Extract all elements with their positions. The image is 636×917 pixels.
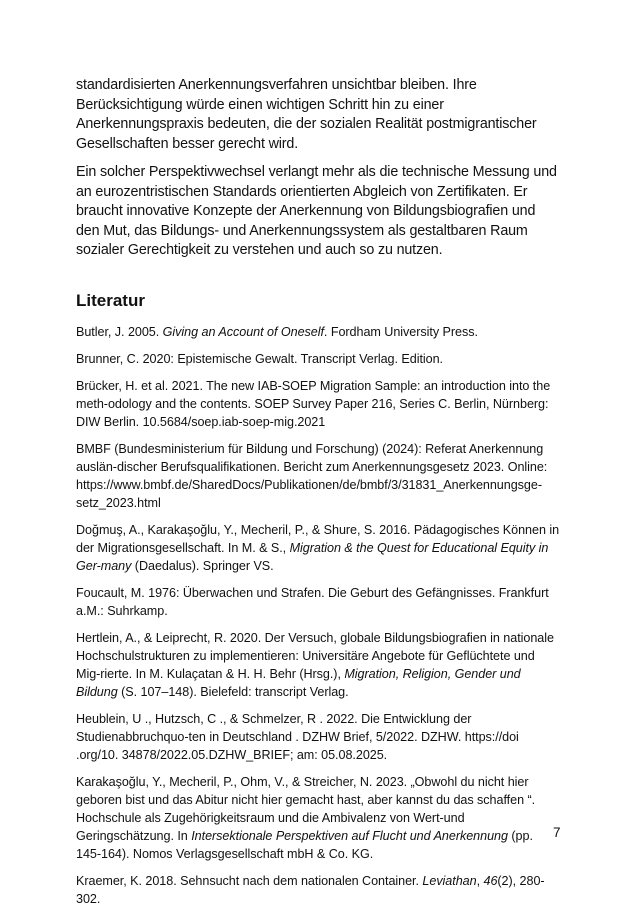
reference-entry: Heublein, U ., Hutzsch, C ., & Schmelzer, R . 2022. Die Entwicklung der Studienabbruchquo-ten in Deutschland . DZHW Brief, 5/2022. DZHW. https://doi .org/10. 34878/2022.05.DZHW_BRIEF; am: 05.08.2025. xyxy=(76,711,519,762)
reference-entry: Doğmuş, A., Karakaşoğlu, Y., Mecheril, P., & Shure, S. 2016. Pädagogisches Können in der Migrationsgesellschaft. In M. & S., Migration & the Quest for Educational Equity in Ger-many (Daedalus). Springer VS. xyxy=(76,522,560,573)
page-number: 7 xyxy=(553,825,561,840)
reference-entry: Kraemer, K. 2018. Sehnsucht nach dem nationalen Container. Leviathan, 46(2), 280-302. xyxy=(76,873,545,906)
reference-entry: Brücker, H. et al. 2021. The new IAB-SOEP Migration Sample: an introduction into the meth-odology and the contents. SOEP Survey Paper 216, Series C. Berlin, Nürnberg: DIW Berlin. 10.5684/soep.iab-soep-mig.2021 xyxy=(76,378,551,429)
body-paragraph: standardisierten Anerkennungsverfahren unsichtbar bleiben. Ihre Berücksichtigung würde einen wichtigen Schritt hin zu einer Anerkennungspraxis bedeuten, die der sozialen Realität postmigrantischer Gesellschaften besser gerecht wird. xyxy=(76,77,537,152)
literature-heading: Literatur xyxy=(76,290,145,310)
body-paragraph: Ein solcher Perspektivwechsel verlangt mehr als die technische Messung und an eurozentristischen Standards orientierten Abgleich von Zertifikaten. Er braucht innovative Konzepte der Anerkennung von Bildungsbiografien und den Mut, das Bildungs- und Anerkennungssystem als gestaltbaren Raum sozialer Gerechtigkeit zu verstehen und auch so zu nutzen. xyxy=(76,164,557,258)
reference-list xyxy=(76,323,560,908)
reference-entry: Brunner, C. 2020: Epistemische Gewalt. Transcript Verlag. Edition. xyxy=(76,351,443,366)
reference-entry: Karakaşoğlu, Y., Mecheril, P., Ohm, V., & Streicher, N. 2023. „Obwohl du nicht hier geboren bist und das Abitur nicht hier gemacht hast, aber kannst du das schaffen “. Hochschule als Zugehörigkeitsraum und die Ambivalenz von Wert-und Geringschätzung. In Intersektionale Perspektiven auf Flucht und Anerkennung (pp. 145-164). Nomos Verlagsgesellschaft mbH & Co. KG. xyxy=(76,774,536,861)
reference-entry: Hertlein, A., & Leiprecht, R. 2020. Der Versuch, globale Bildungsbiografien in nationale Hochschulstrukturen zu implementieren: Universitäre Angebote für Geflüchtete und Mig-rierte. In M. Kulaçatan & H. H. Behr (Hrsg.), Migration, Religion, Gender und Bildung (S. 107–148). Bielefeld: transcript Verlag. xyxy=(76,630,554,699)
reference-entry: Butler, J. 2005. Giving an Account of Oneself. Fordham University Press. xyxy=(76,324,478,339)
reference-entry: Foucault, M. 1976: Überwachen und Strafen. Die Geburt des Gefängnisses. Frankfurt a.M.: Suhrkamp. xyxy=(76,585,549,618)
reference-entry: BMBF (Bundesministerium für Bildung und Forschung) (2024): Referat Anerkennung auslän-discher Berufsqualifikationen. Bericht zum Anerkennungsgesetz 2023. Online: https://www.bmbf.de/SharedDocs/Publikationen/de/bmbf/3/31831_Anerkennungsge-setz_2023.html xyxy=(76,441,548,510)
document-page xyxy=(76,76,560,917)
